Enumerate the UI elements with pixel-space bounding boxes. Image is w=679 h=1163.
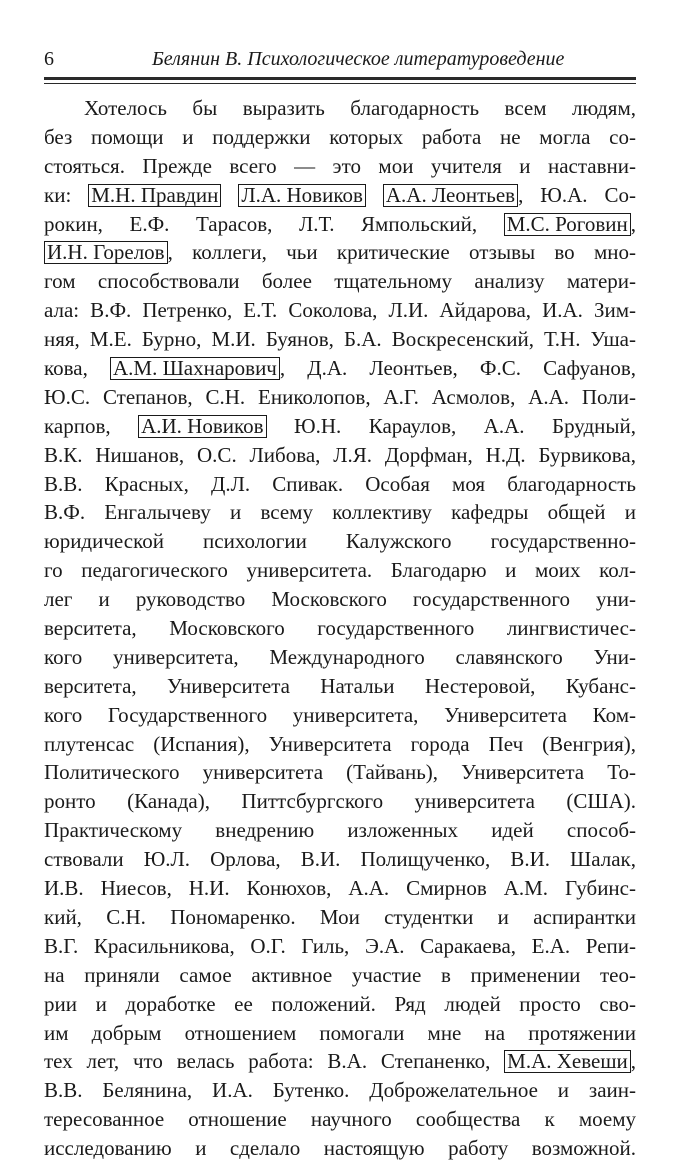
text-line (44, 614, 636, 643)
boxed-name: А.А. Леонтьев (383, 184, 518, 207)
text-line (44, 874, 636, 903)
text-line (44, 267, 636, 296)
text-segment: В.Г. Красильникова, О.Г. Гиль, Э.А. Саракаева, Е.А. Репи- (44, 933, 636, 958)
text-segment: Ю.С. Степанов, С.Н. Ениколопов, А.Г. Асмолов, А.А. Поли- (44, 384, 636, 409)
text-segment: , Д.А. Леонтьев, Ф.С. Сафуанов, (279, 356, 636, 381)
text-line (44, 94, 636, 123)
text-segment: Ю.Н. Караулов, А.А. Брудный, (266, 413, 636, 438)
text-line (44, 990, 636, 1019)
text-line (44, 903, 636, 932)
text-line (44, 1019, 636, 1048)
text-line (44, 730, 636, 759)
text-line (44, 296, 636, 325)
text-segment: ки: (44, 182, 72, 207)
text-line (44, 527, 636, 556)
boxed-name: Л.А. Новиков (238, 184, 366, 207)
text-line (44, 787, 636, 816)
boxed-name: М.С. Роговин (504, 213, 631, 236)
text-segment: без помощи и поддержки которых работа не могла со- (44, 124, 636, 149)
text-line (44, 585, 636, 614)
text-segment: , (630, 211, 637, 236)
text-segment: карпов, (44, 413, 111, 438)
text-line (44, 1134, 636, 1163)
text-line (44, 383, 636, 412)
text-segment: И.В. Ниесов, Н.И. Конюхов, А.А. Смирнов А.М. Губинс- (44, 876, 636, 901)
text-line (44, 845, 636, 874)
text-segment: В.В. Белянина, И.А. Бутенко. Доброжелательное и заин- (44, 1078, 636, 1103)
running-title: Белянин В. Психологическое литературоведение (152, 48, 565, 70)
text-segment: Практическому внедрению изложенных идей способ- (44, 818, 636, 843)
text-line (44, 325, 636, 354)
text-segment: тересованное отношение научного сообщества к моему (44, 1107, 636, 1132)
text-segment: кого Государственного университета, Университета Ком- (44, 702, 636, 727)
text-segment: няя, М.Е. Бурно, М.И. Буянов, Б.А. Воскресенский, Т.Н. Уша- (44, 327, 636, 352)
page-header (44, 42, 636, 72)
text-line (44, 238, 636, 267)
text-segment: на приняли самое активное участие в применении тео- (44, 962, 636, 987)
text-line (44, 412, 636, 441)
text-segment: плутенсас (Испания), Университета города Печ (Венгрия), (44, 731, 636, 756)
text-segment: го педагогического университета. Благодарю и моих кол- (44, 558, 636, 583)
text-segment: рии и доработке ее положений. Ряд людей просто сво- (44, 991, 636, 1016)
text-line (44, 498, 636, 527)
text-segment: тех лет, что велась работа: В.А. Степаненко, (44, 1049, 491, 1074)
text-segment: верситета, Университета Натальи Нестеровой, Кубанс- (44, 673, 636, 698)
text-line (44, 181, 636, 210)
text-segment: В.В. Красных, Д.Л. Спивак. Особая моя благодарность (44, 471, 636, 496)
acknowledgements-paragraph (44, 94, 636, 1163)
header-rule-thick (44, 77, 636, 80)
text-segment: стояться. Прежде всего — это мои учителя и наставни- (44, 153, 636, 178)
text-segment: ронто (Канада), Питтсбургского университета (США). (44, 789, 636, 814)
text-line (44, 1076, 636, 1105)
text-segment: кого университета, Международного славянского Уни- (44, 644, 636, 669)
text-segment: , (630, 1049, 637, 1074)
text-line (44, 210, 636, 239)
text-segment: , Ю.А. Со- (518, 182, 637, 207)
text-segment: Хотелось бы выразить благодарность всем людям, (84, 96, 636, 120)
boxed-name: И.Н. Горелов (44, 241, 168, 264)
text-segment: гом способствовали более тщательному анализу матери- (44, 269, 636, 294)
text-segment: ала: В.Ф. Петренко, Е.Т. Соколова, Л.И. Айдарова, И.А. Зим- (44, 298, 636, 323)
boxed-name: А.И. Новиков (138, 415, 266, 438)
text-line (44, 758, 636, 787)
text-segment: рокин, Е.Ф. Тарасов, Л.Т. Ямпольский, (44, 211, 478, 236)
text-segment: В.К. Нишанов, О.С. Либова, Л.Я. Дорфман, Н.Д. Бурвикова, (44, 442, 636, 467)
boxed-name: А.М. Шахнарович (110, 357, 280, 380)
boxed-name: М.А. Хевеши (504, 1050, 631, 1073)
text-segment: им добрым отношением помогали мне на протяжении (44, 1020, 636, 1045)
text-line (44, 701, 636, 730)
text-line (44, 152, 636, 181)
text-line (44, 441, 636, 470)
text-segment: Политического университета (Тайвань), Университета То- (44, 760, 636, 785)
page-number: 6 (44, 48, 54, 70)
text-segment: кий, С.Н. Пономаренко. Мои студентки и аспирантки (44, 904, 636, 929)
text-line (44, 816, 636, 845)
boxed-name: М.Н. Правдин (88, 184, 221, 207)
text-segment: , коллеги, чьи критические отзывы во мно- (167, 240, 636, 265)
text-line (44, 556, 636, 585)
text-segment: лег и руководство Московского государственного уни- (44, 587, 636, 612)
text-segment: исследованию и сделало настоящую работу возможной. (44, 1136, 636, 1161)
text-line (44, 672, 636, 701)
text-segment: верситета, Московского государственного лингвистичес- (44, 616, 636, 641)
text-segment: юридической психологии Калужского государственно- (44, 529, 636, 554)
text-line (44, 1047, 636, 1076)
text-line (44, 470, 636, 499)
text-line (44, 643, 636, 672)
text-line (44, 1105, 636, 1134)
text-line (44, 932, 636, 961)
text-segment: кова, (44, 356, 88, 381)
header-rule-thin (44, 83, 636, 84)
text-line (44, 354, 636, 383)
text-line (44, 123, 636, 152)
text-line (44, 961, 636, 990)
text-segment: ствовали Ю.Л. Орлова, В.И. Полищученко, В.И. Шалак, (44, 847, 636, 872)
text-segment: В.Ф. Енгалычеву и всему коллективу кафедры общей и (44, 500, 636, 525)
